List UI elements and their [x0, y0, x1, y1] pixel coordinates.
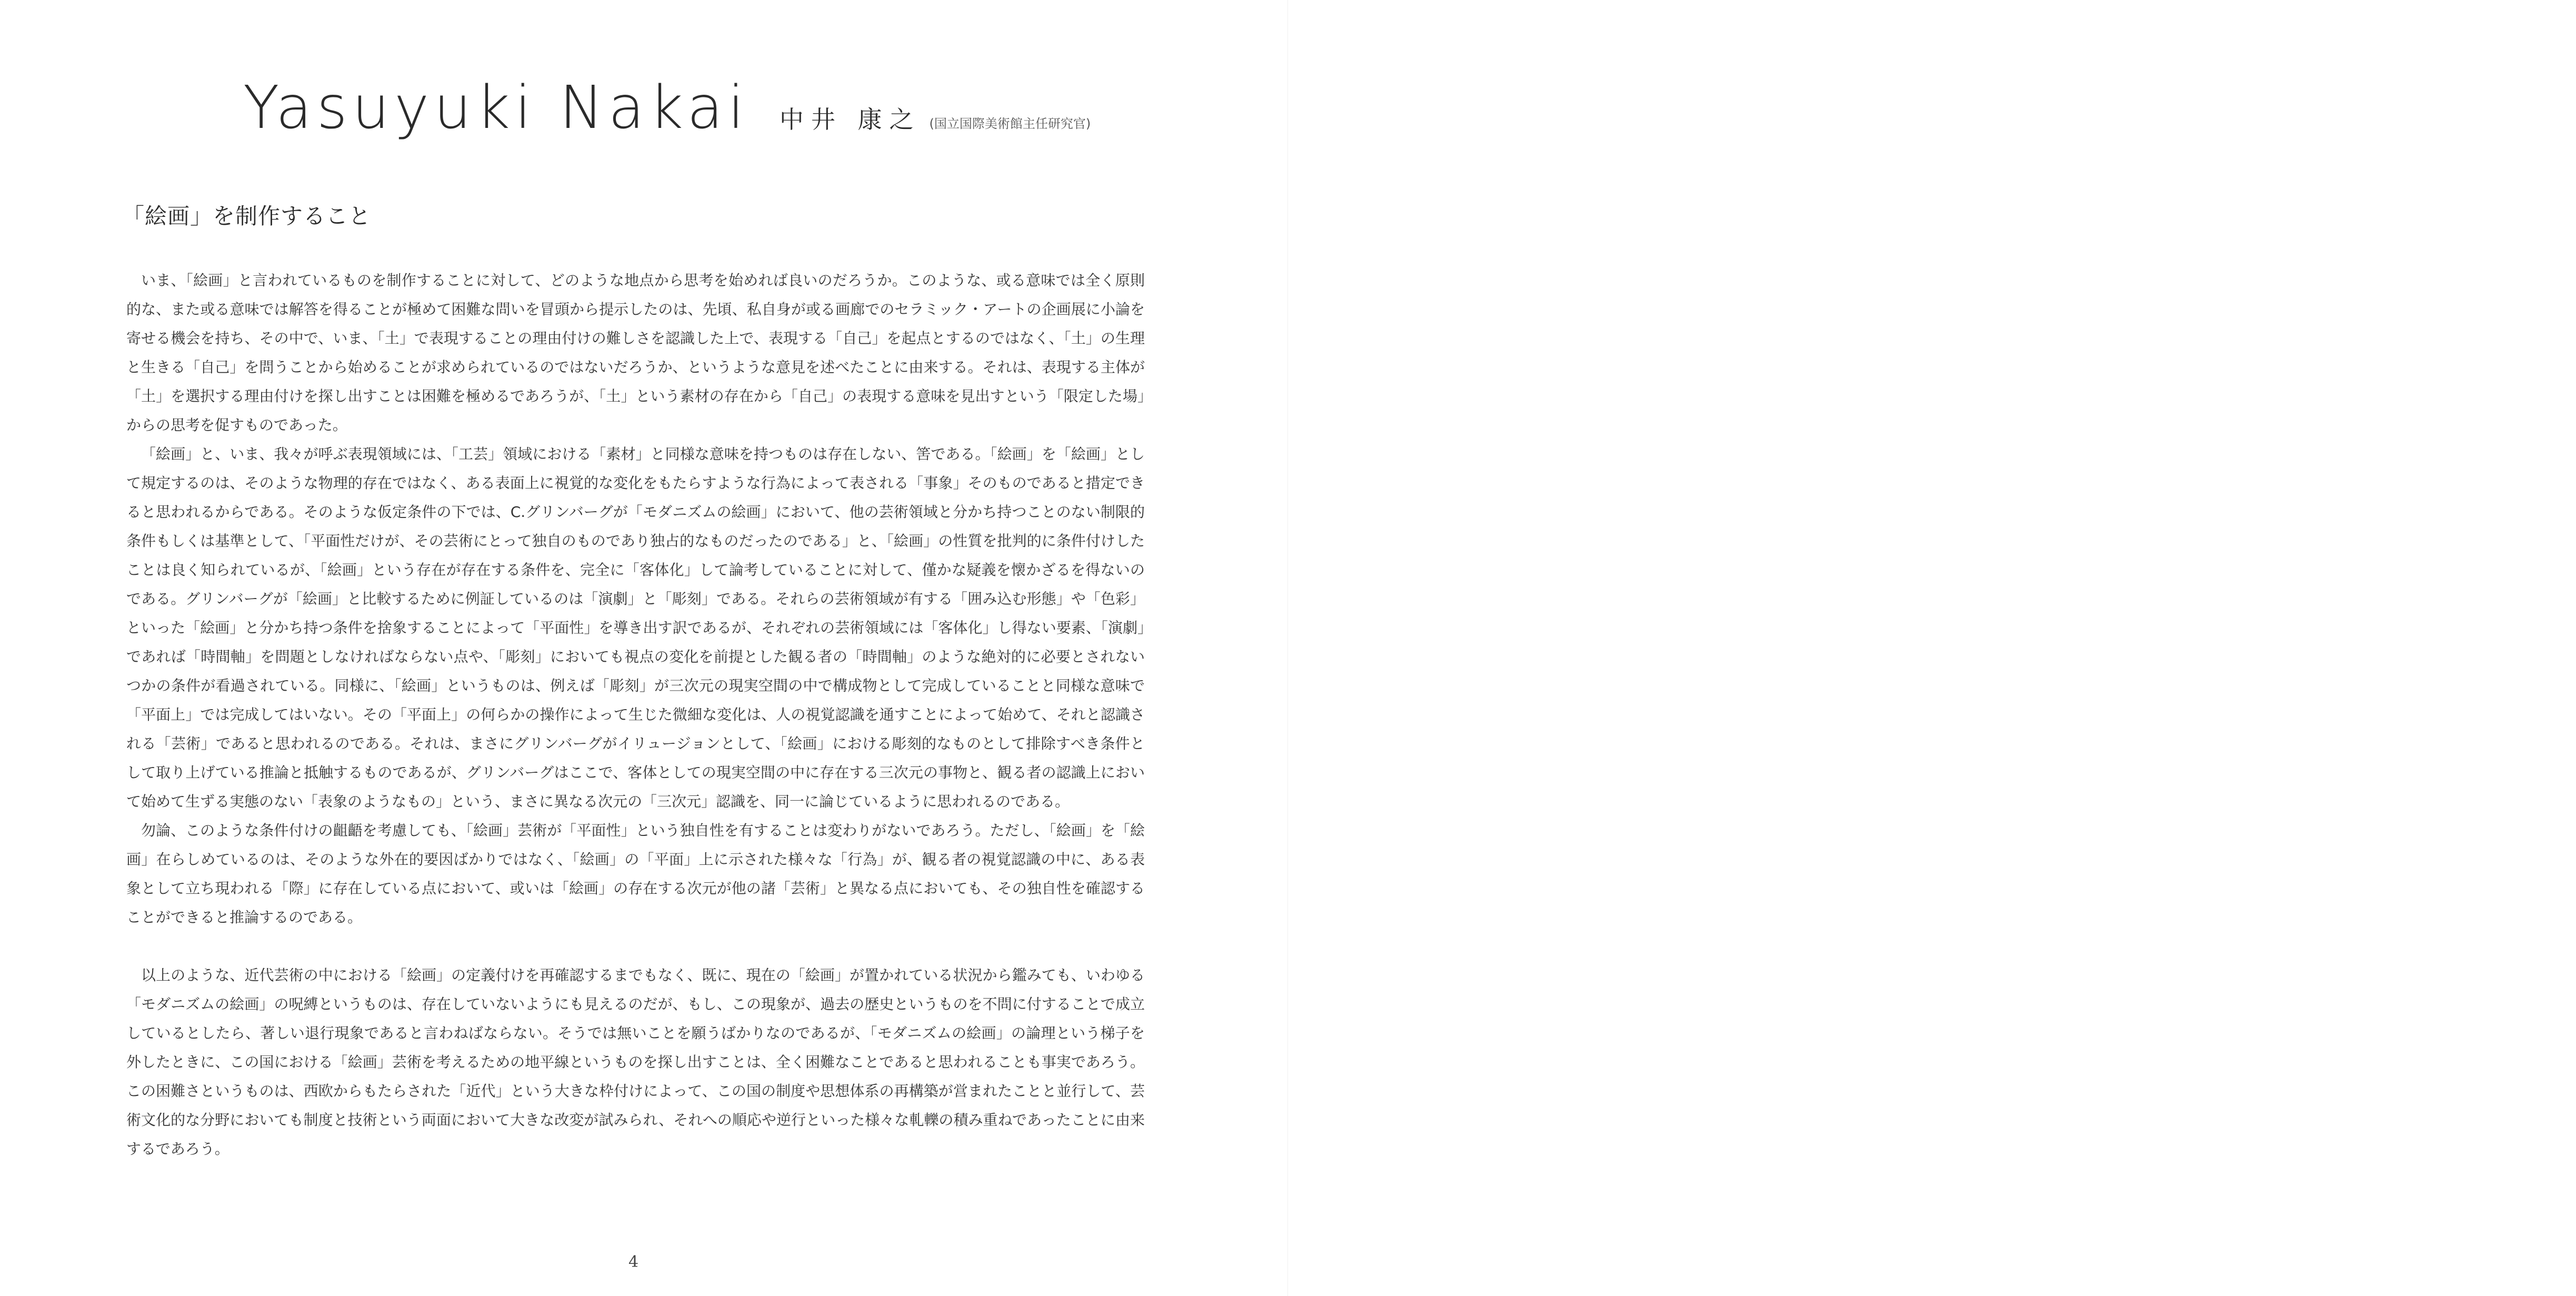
paragraph: いま、「絵画」と言われているものを制作することに対して、どのような地点から思考を始めれば良いのだろうか。このような、或る意味では全く原則的な、また或る意味では解答を得ることが極めて困難な問いを冒頭から提示したのは、先頃、私自身が或る画廊でのセラミック・アートの企画展に小論を寄せる機会を持ち、その中で、いま、「土」で表現することの理由付けの難しさを認識した上で、表現する「自己」を起点とするのではなく、「土」の生理と生きる「自己」を問うことから始めることが求められているのではないだろうか、というような意見を述べたことに由来する。それは、表現する主体が「土」を選択する理由付けを探し出すことは困難を極めるであろうが、「土」という素材の存在から「自己」の表現する意味を見出すという「限定した場」からの思考を促すものであった。 [126, 272, 1145, 434]
author-name-latin: Yasuyuki Nakai [243, 74, 749, 142]
left-body-text [126, 266, 1145, 1163]
paragraph: 勿論、このような条件付けの齟齬を考慮しても、「絵画」芸術が「平面性」という独自性を有することは変わりがないであろう。ただし、「絵画」を「絵画」在らしめているのは、そのような外在的要因ばかりではなく、「絵画」の「平面」上に示された様々な「行為」が、観る者の視覚認識の中に、ある表象として立ち現われる「際」に存在している点において、或いは「絵画」の存在する次元が他の諸「芸術」と異なる点においても、その独自性を確認することができると推論するのである。 [126, 822, 1145, 926]
author-name-japanese: 中井 康之 [779, 105, 921, 134]
paragraph: 以上のような、近代芸術の中における「絵画」の定義付けを再確認するまでもなく、既に、現在の「絵画」が置かれている状況から鑑みても、いわゆる「モダニズムの絵画」の呪縛というものは、存在していないようにも見えるのだが、もし、この現象が、過去の歴史というものを不問に付することで成立しているとしたら、著しい退行現象であると言わねばならない。そうでは無いことを願うばかりなのであるが、「モダニズムの絵画」の論理という梯子を外したときに、この国における「絵画」芸術を考えるための地平線というものを探し出すことは、全く困難なことであると思われることも事実であろう。この困難さというものは、西欧からもたらされた「近代」という大きな枠付けによって、この国の制度や思想体系の再構築が営まれたことと並行して、芸術文化的な分野においても制度と技術という両面において大きな改変が試みられ、それへの順応や逆行といった様々な軋轢の積み重ねであったことに由来するであろう。 [126, 966, 1145, 1158]
section-title: 「絵画」を制作すること [122, 203, 372, 229]
paragraph: 「絵画」と、いま、我々が呼ぶ表現領域には、「工芸」領域における「素材」と同様な意味を持つものは存在しない、筈である。「絵画」を「絵画」として規定するのは、そのような物理的存在ではなく、ある表面上に視覚的な変化をもたらすような行為によって表される「事象」そのものであると措定できると思われるからである。そのような仮定条件の下では、C.グリンバーグが「モダニズムの絵画」において、他の芸術領域と分かち持つことのない制限的条件もしくは基準として、「平面性だけが、その芸術にとって独自のものであり独占的なものだったのである」と、「絵画」の性質を批判的に条件付けしたことは良く知られているが、「絵画」という存在が存在する条件を、完全に「客体化」して論考していることに対して、僅かな疑義を懐かざるを得ないのである。グリンバーグが「絵画」と比較するために例証しているのは「演劇」と「彫刻」である。それらの芸術領域が有する「囲み込む形態」や「色彩」といった「絵画」と分かち持つ条件を捨象することによって「平面性」を導き出す訳であるが、それぞれの芸術領域には「客体化」し得ない要素、「演劇」であれば「時間軸」を問題としなければならない点や、「彫刻」においても視点の変化を前提とした観る者の「時間軸」のような絶対的に必要とされないつかの条件が看過されている。同様に、「絵画」というものは、例えば「彫刻」が三次元の現実空間の中で構成物として完成していることと同様な意味で「平面上」では完成してはいない。その「平面上」の何らかの操作によって生じた微細な変化は、人の視覚認識を通すことによって始めて、それと認識される「芸術」であると思われるのである。それは、まさにグリンバーグがイリュージョンとして、「絵画」における彫刻的なものとして排除すべき条件として取り上げている推論と抵触するものであるが、グリンバーグはここで、客体としての現実空間の中に存在する三次元の事物と、観る者の認識上において始めて生ずる実態のない「表象のようなもの」という、まさに異なる次元の「三次元」認識を、同一に論じているように思われるのである。 [126, 445, 1145, 810]
author-affiliation: (国立国際美術館主任研究官) [929, 116, 1091, 131]
right-page [1288, 0, 2576, 1296]
page-number-left: 4 [628, 1253, 639, 1271]
author-header [243, 74, 1091, 142]
